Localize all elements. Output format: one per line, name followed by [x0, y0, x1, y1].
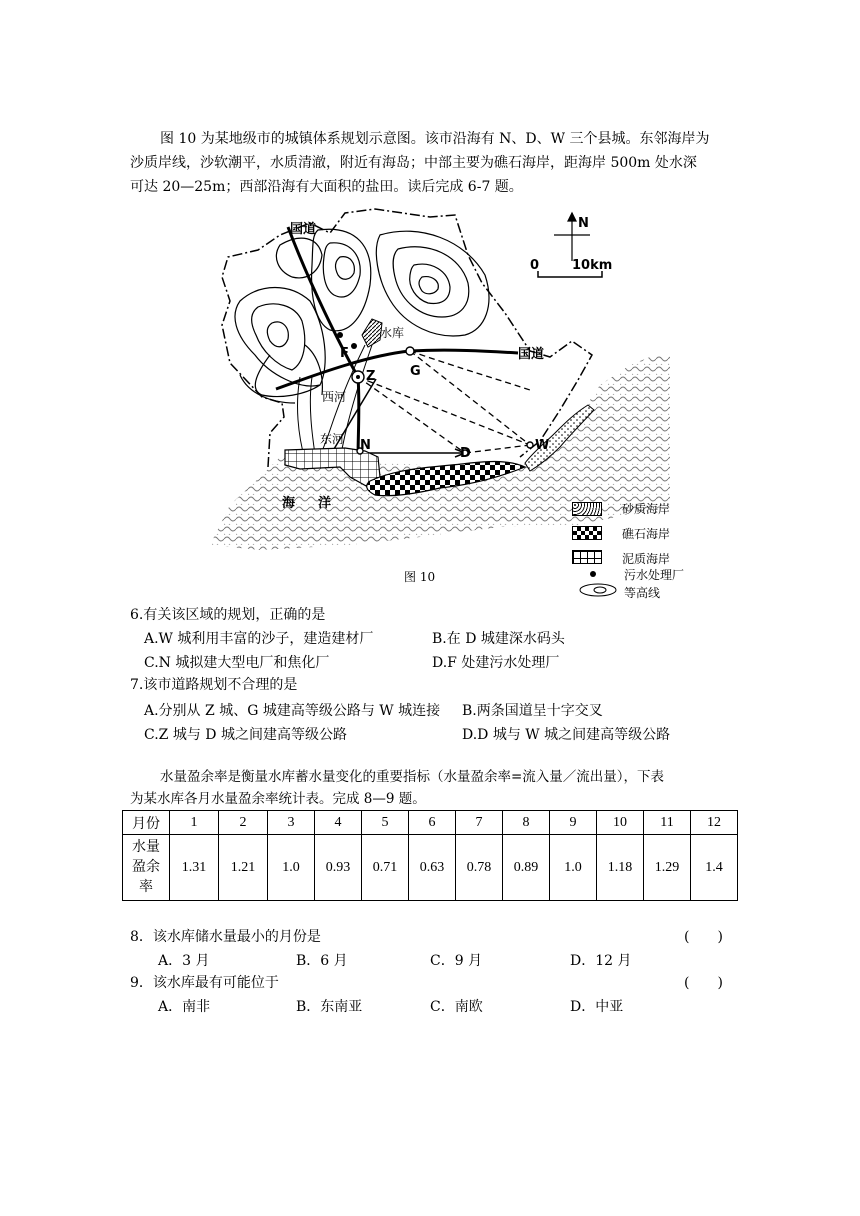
label-scale-length: 10km [572, 258, 613, 273]
q6-stem: 6.有关该区域的规划，正确的是 [130, 607, 326, 623]
month-row [123, 811, 738, 835]
q6-option-c[interactable]: C.N 城拟建大型电厂和焦化厂 [144, 655, 330, 671]
label-hai: 海 [282, 496, 296, 511]
q6-option-d[interactable]: D.F 处建污水处理厂 [432, 655, 560, 671]
month-cell: 12 [691, 811, 738, 835]
value-cell: 1.18 [597, 835, 644, 901]
q9-option-c[interactable]: C．南欧 [430, 999, 483, 1015]
value-header-line-1: 水量 [132, 839, 160, 855]
legend-sewage-dot [590, 571, 596, 577]
value-header-line-3: 率 [139, 879, 153, 895]
value-cell: 0.78 [456, 835, 503, 901]
q8-option-c[interactable]: C．9 月 [430, 953, 483, 969]
legend-contour-icon [578, 582, 618, 598]
label-xihe: 西河 [322, 390, 347, 404]
label-north: N [578, 216, 589, 231]
intro-line-1: 图 10 为某地级市的城镇体系规划示意图。该市沿海有 N、D、W 三个县城。东邻海岸为 [160, 131, 710, 147]
q7-option-c[interactable]: C.Z 城与 D 城之间建高等级公路 [144, 727, 347, 743]
q9-option-d[interactable]: D．中亚 [570, 999, 624, 1015]
legend-rock-swatch [572, 526, 602, 540]
value-header-line-2: 盈余 [132, 859, 160, 875]
label-guodao-top: 国道 [290, 222, 317, 237]
legend-contour-label: 等高线 [624, 586, 661, 600]
value-cell: 1.0 [550, 835, 597, 901]
label-Z: Z [366, 369, 376, 384]
label-F: F [340, 346, 349, 361]
label-W: W [535, 438, 550, 453]
q7-stem: 7.该市道路规划不合理的是 [130, 677, 298, 693]
value-row [123, 835, 738, 901]
month-cell: 6 [409, 811, 456, 835]
town-markers [352, 347, 533, 456]
value-cell: 0.71 [362, 835, 409, 901]
value-cell: 1.21 [219, 835, 268, 901]
label-donghe: 东河 [320, 432, 345, 446]
q7-option-d[interactable]: D.D 城与 W 城之间建高等级公路 [462, 727, 671, 743]
q6-option-a[interactable]: A.W 城利用丰富的沙子，建造建材厂 [144, 631, 374, 647]
legend-mud-swatch [572, 550, 602, 564]
value-cell: 0.63 [409, 835, 456, 901]
intro2-line-1: 水量盈余率是衡量水库蓄水量变化的重要指标（水量盈余率=流入量／流出量），下表 [160, 769, 665, 785]
month-cell: 8 [503, 811, 550, 835]
q8-stem: 8．该水库储水量最小的月份是 [130, 929, 321, 945]
month-cell: 2 [219, 811, 268, 835]
label-N: N [360, 438, 371, 453]
label-D: D [460, 446, 471, 461]
value-cell: 1.4 [691, 835, 738, 901]
planned-highways [358, 351, 530, 453]
legend-sand-swatch [572, 502, 602, 516]
value-cell: 1.31 [170, 835, 219, 901]
month-cell: 9 [550, 811, 597, 835]
q9-option-b[interactable]: B．东南亚 [296, 999, 363, 1015]
legend-sewage-label: 污水处理厂 [624, 568, 685, 582]
figure-caption: 图 10 [404, 570, 436, 584]
legend-rock-label: 礁石海岸 [622, 527, 671, 541]
value-cell: 0.93 [315, 835, 362, 901]
intro2-line-2: 为某水库各月水量盈余率统计表。完成 8—9 题。 [130, 791, 426, 807]
month-cell: 1 [170, 811, 219, 835]
value-cell: 0.89 [503, 835, 550, 901]
intro-line-3: 可达 20—25m；西部沿海有大面积的盐田。读后完成 6-7 题。 [130, 179, 523, 195]
month-cell: 5 [362, 811, 409, 835]
q7-option-a[interactable]: A.分别从 Z 城、G 城建高等级公路与 W 城连接 [144, 703, 441, 719]
q9-option-a[interactable]: A．南非 [158, 999, 211, 1015]
month-cell: 11 [644, 811, 691, 835]
month-cell: 10 [597, 811, 644, 835]
label-scale-zero: 0 [530, 258, 540, 273]
intro-line-2: 沙质岸线，沙软潮平，水质清澈，附近有海岛；中部主要为礁石海岸，距海岸 500m 处水深 [130, 155, 697, 171]
surplus-rate-table [122, 810, 738, 901]
month-cell: 3 [268, 811, 315, 835]
z-center-dot [356, 375, 360, 379]
value-cell: 1.0 [268, 835, 315, 901]
value-cell: 1.29 [644, 835, 691, 901]
reservoir [362, 319, 382, 347]
label-G: G [410, 364, 421, 379]
q8-option-a[interactable]: A．3 月 [158, 953, 210, 969]
q9-answer-paren[interactable]: ( ) [684, 975, 723, 991]
q9-stem: 9．该水库最有可能位于 [130, 975, 279, 991]
legend-mud-label: 泥质海岸 [622, 552, 671, 566]
q8-answer-paren[interactable]: ( ) [684, 929, 723, 945]
sewage-dot-2 [351, 343, 357, 349]
label-reservoir: 水库 [380, 326, 405, 340]
q7-option-b[interactable]: B.两条国道呈十字交叉 [462, 703, 603, 719]
q6-option-b[interactable]: B.在 D 城建深水码头 [432, 631, 565, 647]
sewage-dot-1 [337, 332, 343, 338]
q8-option-d[interactable]: D．12 月 [570, 953, 632, 969]
month-cell: 4 [315, 811, 362, 835]
legend-sand-label: 砂质海岸 [622, 502, 671, 516]
month-header: 月份 [123, 811, 170, 835]
month-cell: 7 [456, 811, 503, 835]
label-guodao-right: 国道 [518, 347, 545, 362]
value-header [123, 835, 170, 901]
label-yang: 洋 [318, 496, 332, 511]
q8-option-b[interactable]: B．6 月 [296, 953, 348, 969]
